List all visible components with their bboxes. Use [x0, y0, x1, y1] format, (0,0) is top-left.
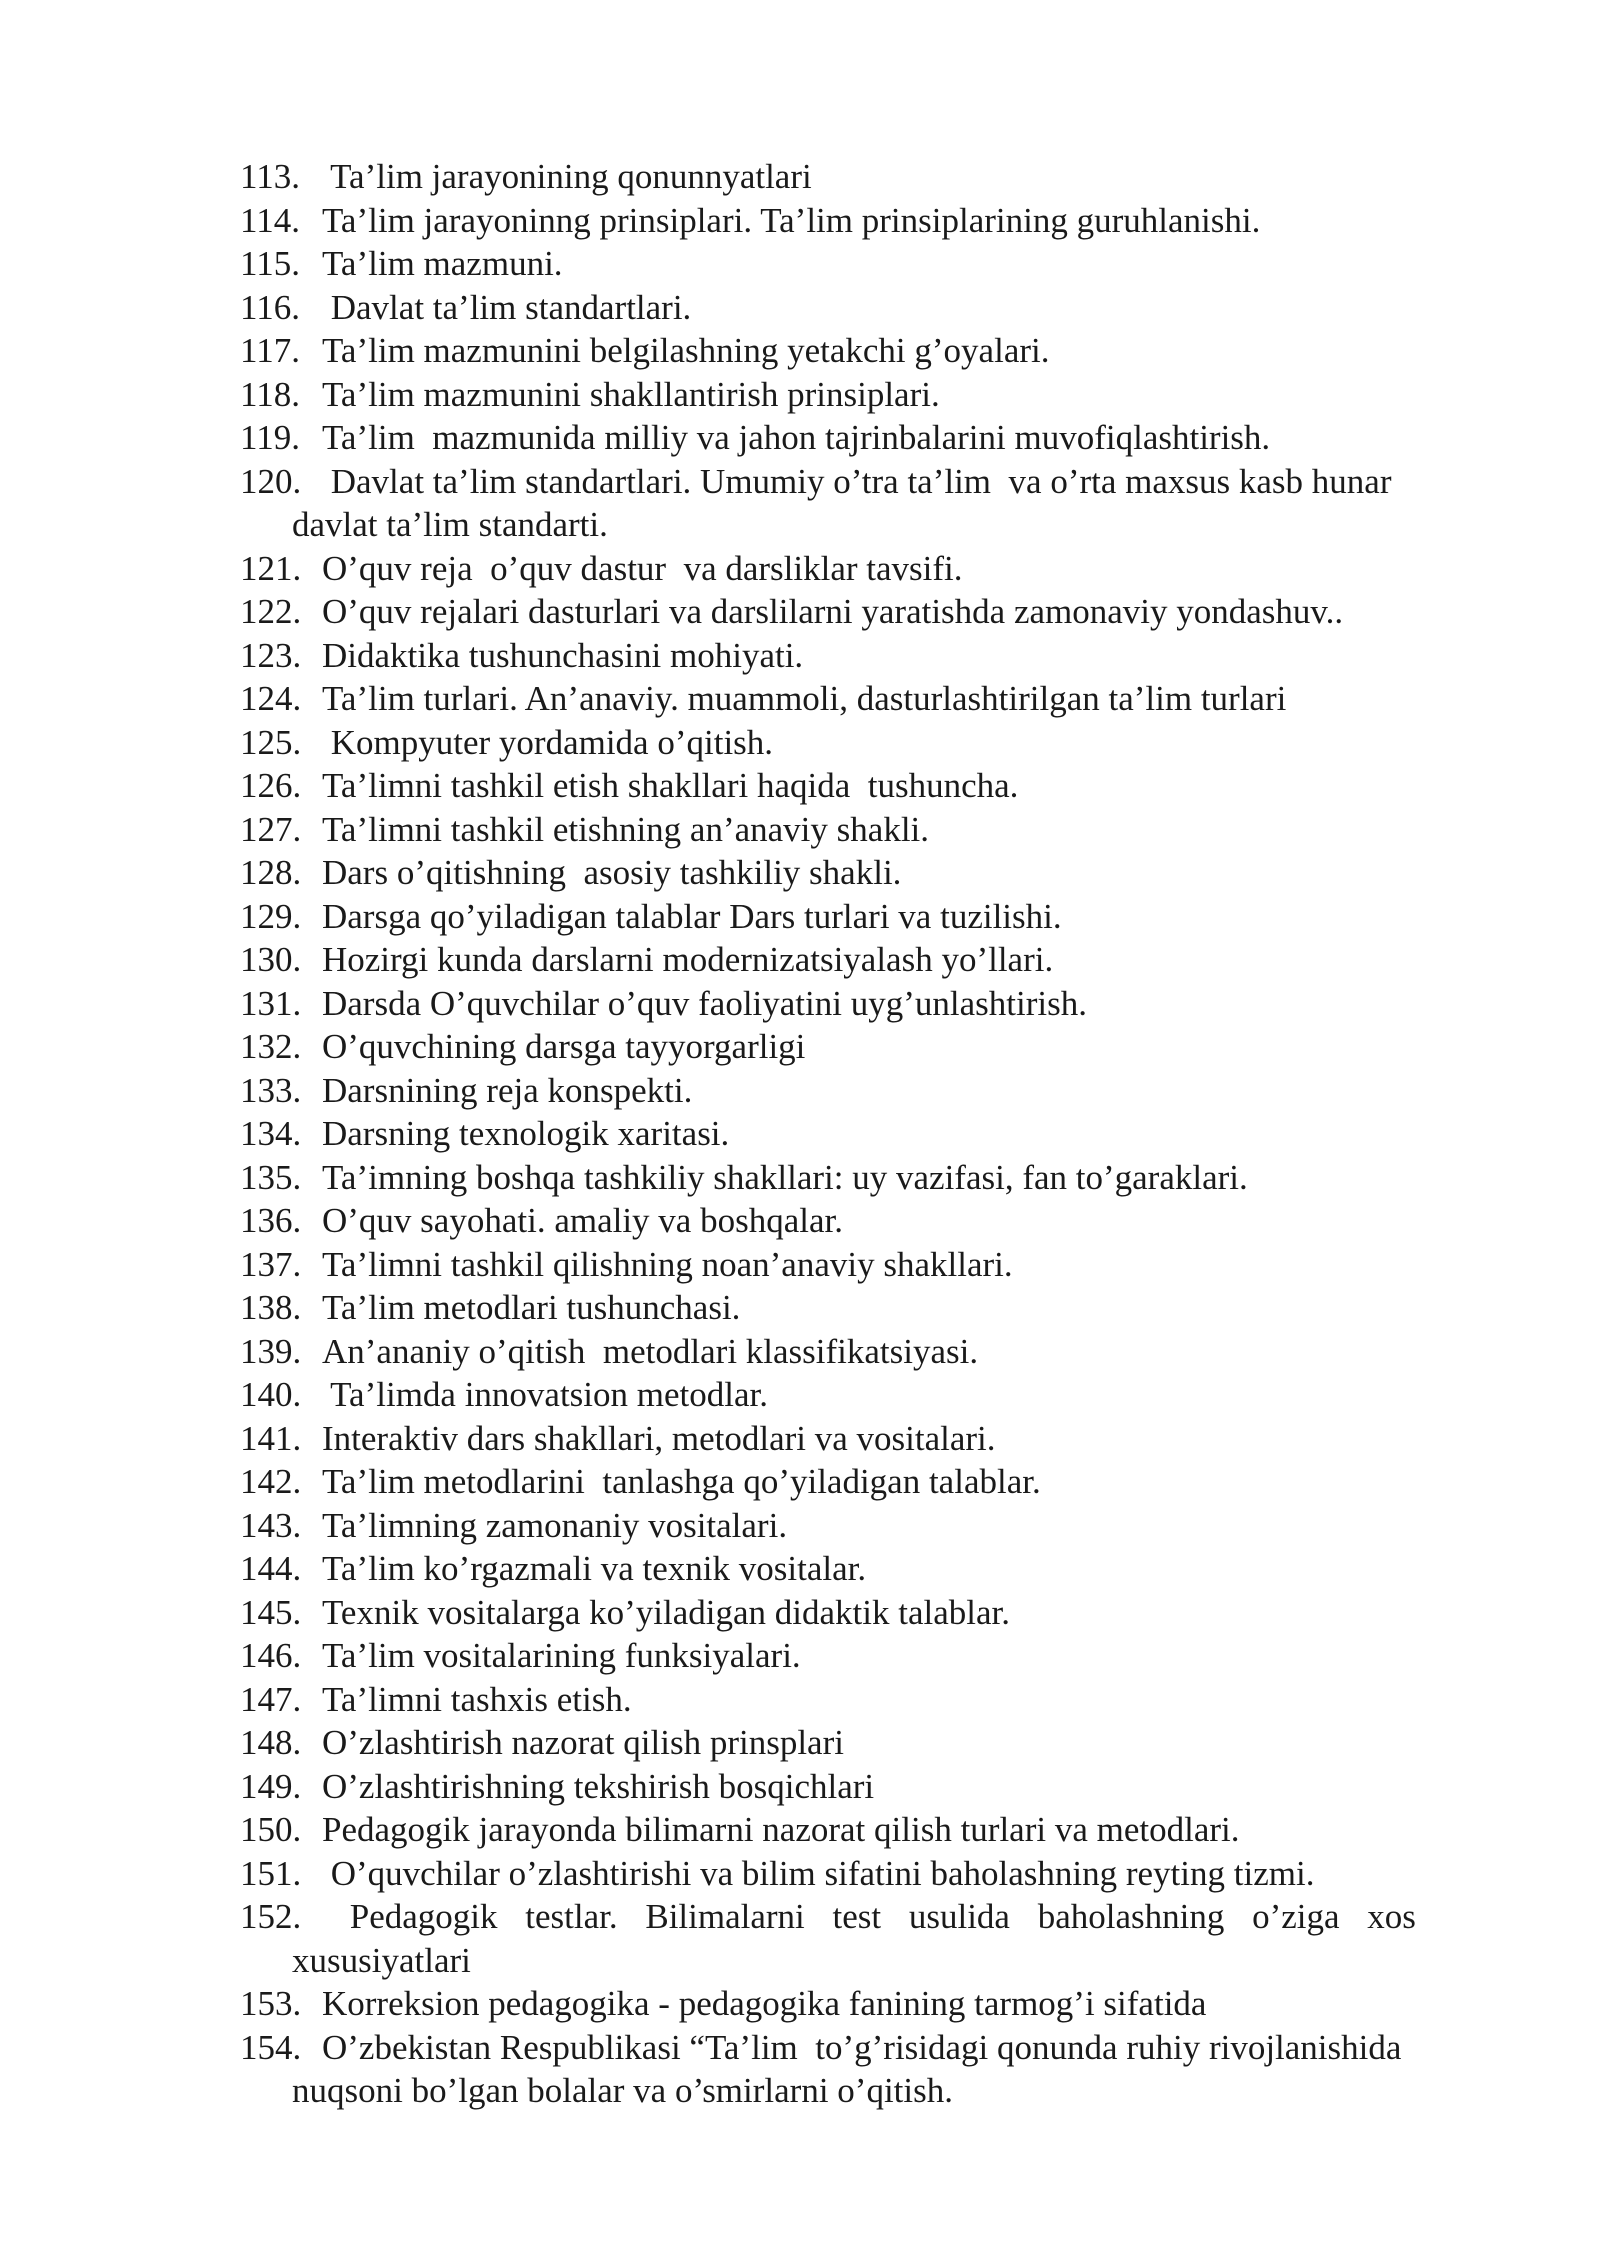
list-item: [240, 199, 1490, 243]
list-item: [240, 1895, 1490, 1982]
item-text: Kompyuter yordamida o’qitish.: [322, 722, 774, 762]
item-number: 135.: [240, 1157, 302, 1197]
list-item: [240, 1721, 1490, 1765]
item-text: Ta’lim metodlarini tanlashga qo’yiladigan talablar.: [322, 1462, 1041, 1501]
item-number: 141.: [240, 1418, 302, 1458]
item-text: Ta’limni tashxis etish.: [322, 1679, 632, 1719]
item-text-continuation: nuqsoni bo’lgan bolalar va o’smirlarni o’qitish.: [292, 2071, 954, 2110]
item-number: 140.: [240, 1375, 302, 1414]
item-text-continuation: xususiyatlari: [292, 1940, 471, 1980]
item-text: Darsga qo’yiladigan talablar Dars turlari va tuzilishi.: [322, 896, 1062, 936]
list-item: [240, 1982, 1490, 2026]
item-number: 120.: [240, 461, 302, 501]
item-number: 138.: [240, 1288, 302, 1327]
list-item: [240, 286, 1490, 330]
item-text: Darsnining reja konspekti.: [322, 1070, 693, 1110]
item-text: Ta’limni tashkil etishning an’anaviy shakli.: [322, 809, 930, 849]
item-text: Pedagogik testlar. Bilimalarni test usulida baholashning o’ziga xos: [322, 1897, 1416, 1936]
item-number: 147.: [240, 1679, 302, 1719]
item-number: 136.: [240, 1201, 302, 1240]
item-text: O’quvchilar o’zlashtirishi va bilim sifatini baholashning reyting tizmi.: [322, 1853, 1315, 1893]
list-item: [240, 982, 1490, 1026]
item-number: 122.: [240, 592, 302, 631]
item-number: 146.: [240, 1636, 302, 1675]
item-text: Darsning texnologik xaritasi.: [322, 1114, 730, 1153]
list-item: [240, 1373, 1490, 1417]
item-number: 115.: [240, 244, 300, 283]
list-item: [240, 1330, 1490, 1374]
list-item: [240, 1025, 1490, 1069]
document-page: [240, 155, 1490, 2113]
item-text: Ta’lim mazmuni.: [322, 244, 563, 283]
item-text: Didaktika tushunchasini mohiyati.: [322, 635, 804, 675]
list-item: [240, 155, 1490, 199]
item-number: 118.: [240, 374, 300, 414]
list-item: [240, 851, 1490, 895]
item-number: 123.: [240, 635, 302, 675]
item-text-continuation: davlat ta’lim standarti.: [292, 505, 608, 544]
item-text: Ta’lim mazmunida milliy va jahon tajrinbalarini muvofiqlashtirish.: [322, 418, 1271, 457]
list-item: [240, 938, 1490, 982]
item-number: 127.: [240, 809, 302, 849]
list-item: [240, 1852, 1490, 1896]
list-item: [240, 547, 1490, 591]
list-item: [240, 460, 1490, 547]
item-text: Hozirgi kunda darslarni modernizatsiyalash yo’llari.: [322, 940, 1054, 979]
item-text: Texnik vositalarga ko’yiladigan didaktik talablar.: [322, 1592, 1010, 1632]
list-item: [240, 1808, 1490, 1852]
item-number: 130.: [240, 940, 302, 979]
item-text: Ta’lim mazmunini shakllantirish prinsiplari.: [322, 374, 940, 414]
item-number: 128.: [240, 853, 302, 892]
item-text: Korreksion pedagogika - pedagogika fanining tarmog’i sifatida: [322, 1984, 1207, 2023]
numbered-list: [240, 155, 1490, 2113]
item-text: Ta’lim mazmunini belgilashning yetakchi g’oyalari.: [322, 331, 1050, 370]
item-text: Ta’lim jarayoninng prinsiplari. Ta’lim prinsiplarining guruhlanishi.: [322, 200, 1261, 240]
item-text: Ta’limni tashkil etish shakllari haqida tushuncha.: [322, 766, 1019, 805]
list-item: [240, 1417, 1490, 1461]
list-item: [240, 329, 1490, 373]
item-text: Ta’lim ko’rgazmali va texnik vositalar.: [322, 1549, 867, 1588]
item-text: Ta’lim vositalarining funksiyalari.: [322, 1636, 801, 1675]
item-number: 129.: [240, 896, 302, 936]
item-text: Ta’imning boshqa tashkiliy shakllari: uy vazifasi, fan to’garaklari.: [322, 1157, 1248, 1197]
list-item: [240, 590, 1490, 634]
item-text: Ta’limni tashkil qilishning noan’anaviy shakllari.: [322, 1244, 1013, 1284]
item-number: 131.: [240, 983, 302, 1023]
list-item: [240, 1199, 1490, 1243]
item-text: Davlat ta’lim standartlari. Umumiy o’tra ta’lim va o’rta maxsus kasb hunar: [322, 461, 1392, 501]
item-number: 117.: [240, 331, 300, 370]
item-number: 151.: [240, 1853, 302, 1893]
list-item: [240, 1634, 1490, 1678]
list-item: [240, 808, 1490, 852]
item-text: O’quv rejalari dasturlari va darslilarni yaratishda zamonaviy yondashuv..: [322, 592, 1344, 631]
item-number: 153.: [240, 1984, 302, 2023]
item-text: Ta’lim turlari. An’anaviy. muammoli, dasturlashtirilgan ta’lim turlari: [322, 679, 1287, 718]
list-item: [240, 764, 1490, 808]
item-text: Darsda O’quvchilar o’quv faoliyatini uyg’unlashtirish.: [322, 983, 1087, 1023]
list-item: [240, 1765, 1490, 1809]
item-number: 124.: [240, 679, 302, 718]
list-item: [240, 1547, 1490, 1591]
item-number: 125.: [240, 722, 302, 762]
list-item: [240, 895, 1490, 939]
item-number: 121.: [240, 548, 302, 588]
item-number: 154.: [240, 2027, 302, 2067]
item-number: 119.: [240, 418, 300, 457]
item-number: 139.: [240, 1331, 302, 1371]
item-text: O’zbekistan Respublikasi “Ta’lim to’g’risidagi qonunda ruhiy rivojlanishida: [322, 2027, 1402, 2067]
list-item: [240, 1504, 1490, 1548]
list-item: [240, 1112, 1490, 1156]
item-text: O’zlashtirishning tekshirish bosqichlari: [322, 1766, 875, 1806]
list-item: [240, 242, 1490, 286]
item-text: Dars o’qitishning asosiy tashkiliy shakli.: [322, 853, 902, 892]
list-item: [240, 1591, 1490, 1635]
list-item: [240, 677, 1490, 721]
list-item: [240, 416, 1490, 460]
item-number: 114.: [240, 200, 300, 240]
item-number: 126.: [240, 766, 302, 805]
item-number: 134.: [240, 1114, 302, 1153]
list-item: [240, 1069, 1490, 1113]
item-number: 145.: [240, 1592, 302, 1632]
item-number: 143.: [240, 1505, 302, 1545]
item-number: 116.: [240, 287, 300, 327]
item-text: O’quvchining darsga tayyorgarligi: [322, 1027, 806, 1066]
list-item: [240, 1460, 1490, 1504]
item-text: Pedagogik jarayonda bilimarni nazorat qilish turlari va metodlari.: [322, 1810, 1240, 1849]
item-number: 133.: [240, 1070, 302, 1110]
item-text: Davlat ta’lim standartlari.: [322, 287, 692, 327]
item-text: Ta’lim metodlari tushunchasi.: [322, 1288, 741, 1327]
item-text: O’quv sayohati. amaliy va boshqalar.: [322, 1201, 843, 1240]
item-number: 152.: [240, 1897, 302, 1936]
list-item: [240, 634, 1490, 678]
item-text: Interaktiv dars shakllari, metodlari va vositalari.: [322, 1418, 996, 1458]
item-number: 149.: [240, 1766, 302, 1806]
item-number: 142.: [240, 1462, 302, 1501]
list-item: [240, 721, 1490, 765]
item-number: 150.: [240, 1810, 302, 1849]
item-text: O’zlashtirish nazorat qilish prinsplari: [322, 1723, 844, 1762]
item-number: 137.: [240, 1244, 302, 1284]
item-number: 148.: [240, 1723, 302, 1762]
item-text: An’ananiy o’qitish metodlari klassifikatsiyasi.: [322, 1331, 979, 1371]
list-item: [240, 1243, 1490, 1287]
item-number: 113.: [240, 157, 300, 196]
list-item: [240, 1286, 1490, 1330]
list-item: [240, 2026, 1490, 2113]
item-number: 144.: [240, 1549, 302, 1588]
list-item: [240, 1678, 1490, 1722]
list-item: [240, 1156, 1490, 1200]
list-item: [240, 373, 1490, 417]
item-text: Ta’lim jarayonining qonunnyatlari: [322, 157, 812, 196]
item-text: Ta’limning zamonaniy vositalari.: [322, 1505, 788, 1545]
item-number: 132.: [240, 1027, 302, 1066]
item-text: Ta’limda innovatsion metodlar.: [322, 1375, 768, 1414]
item-text: O’quv reja o’quv dastur va darsliklar tavsifi.: [322, 548, 963, 588]
